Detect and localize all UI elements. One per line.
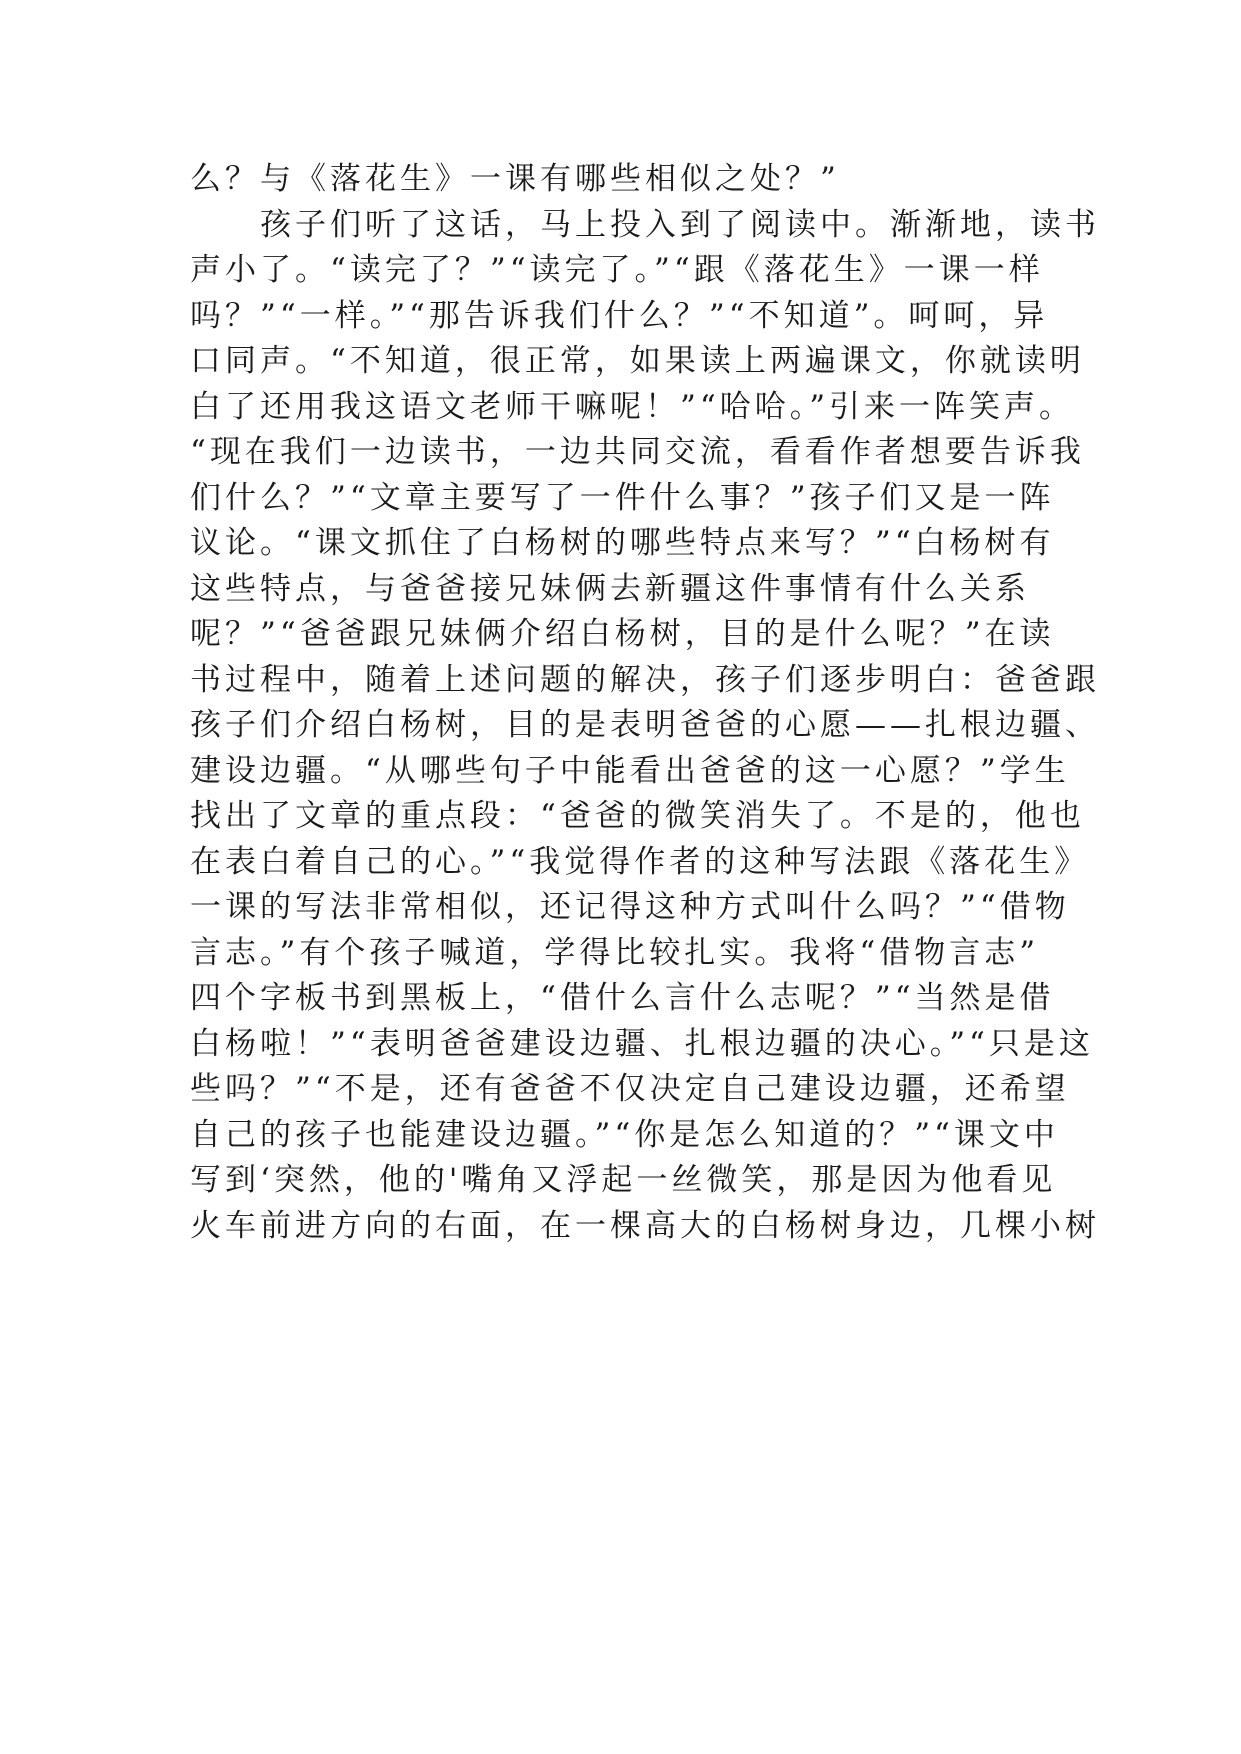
text-line: 吗？”“一样。”“那告诉我们什么？”“不知道”。呵呵，异 [190,297,1049,334]
text-line: “现在我们一边读书，一边共同交流，看看作者想要告诉我 [190,434,1085,470]
text-line: 孩子们听了这话，马上投入到了阅读中。渐渐地，读书 [190,206,1100,243]
text-line: 白杨啦！”“表明爸爸建设边疆、扎根边疆的决心。”“只是这 [190,1025,1094,1062]
body-text [190,157,1100,1249]
text-line: 四个字板书到黑板上，“借什么言什么志呢？”“当然是借 [190,980,1055,1016]
text-line: 写到‘突然，他的'嘴角又浮起一丝微笑，那是因为他看见 [190,1162,1057,1198]
text-line: 火车前进方向的右面，在一棵高大的白杨树身边，几棵小树 [190,1207,1100,1244]
text-line: 在表白着自己的心。”“我觉得作者的这种写法跟《落花生》 [190,843,1090,880]
text-line: 白了还用我这语文老师干嘛呢！”“哈哈。”引来一阵笑声。 [190,388,1075,425]
text-line: 们什么？”“文章主要写了一件什么事？”孩子们又是一阵 [190,479,1055,516]
text-line: 建设边疆。“从哪些句子中能看出爸爸的这一心愿？”学生 [190,752,1070,789]
text-line: 找出了文章的重点段：“爸爸的微笑消失了。不是的，他也 [190,798,1085,834]
text-line: 自己的孩子也能建设边疆。”“你是怎么知道的？”“课文中 [190,1116,1059,1153]
text-line: 议论。“课文抓住了白杨树的哪些特点来写？”“白杨树有 [190,525,1055,561]
text-line: 声小了。“读完了？”“读完了。”“跟《落花生》一课一样 [190,252,1044,288]
text-line: 书过程中，随着上述问题的解决，孩子们逐步明白：爸爸跟 [190,661,1100,698]
text-line: 言志。”有个孩子喊道，学得比较扎实。我将“借物言志” [190,934,1040,971]
text-line: 这些特点，与爸爸接兄妹俩去新疆这件事情有什么关系 [190,570,1030,607]
text-line: 一课的写法非常相似，还记得这种方式叫什么吗？”“借物 [190,889,1070,925]
text-line: 呢？”“爸爸跟兄妹俩介绍白杨树，目的是什么呢？”在读 [190,616,1055,652]
text-line: 么？与《落花生》一课有哪些相似之处？” [190,161,840,197]
text-line: 些吗？”“不是，还有爸爸不仅决定自己建设边疆，还希望 [190,1071,1070,1107]
text-line: 孩子们介绍白杨树，目的是表明爸爸的心愿——扎根边疆、 [190,707,1100,743]
text-line: 口同声。“不知道，很正常，如果读上两遍课文，你就读明 [190,343,1085,379]
